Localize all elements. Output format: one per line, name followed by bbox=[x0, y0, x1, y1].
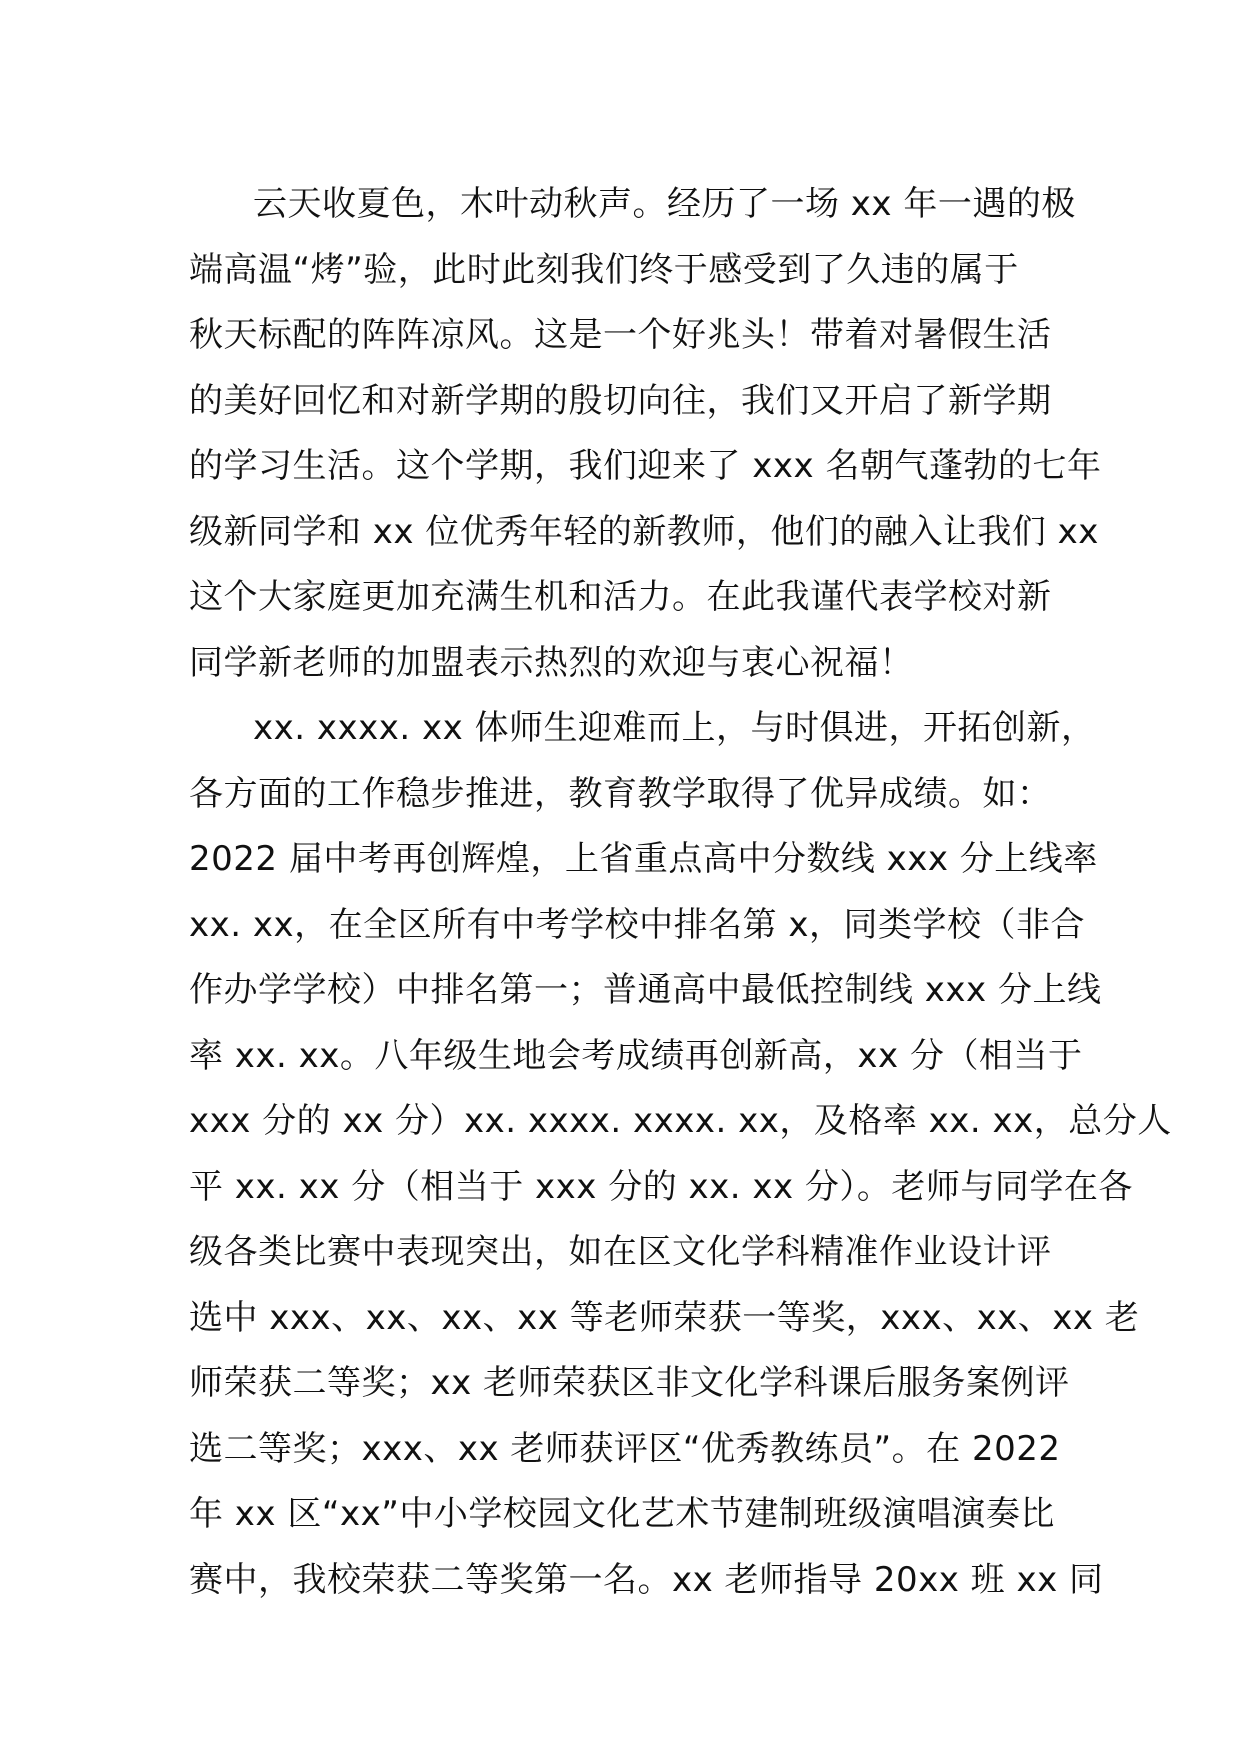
text-line: xx. xxxx. xx 体师生迎难而上，与时俱进，开拓创新， bbox=[253, 708, 1096, 748]
text-line: 各方面的工作稳步推进，教育教学取得了优异成绩。如： bbox=[189, 773, 1052, 814]
text-line: 级各类比赛中表现突出，如在区文化学科精准作业设计评 bbox=[189, 1232, 1052, 1272]
text-line: xx. xx，在全区所有中考学校中排名第 x，同类学校（非合 bbox=[189, 904, 1086, 945]
text-line: 秋天标配的阵阵凉风。这是一个好兆头！带着对暑假生活 bbox=[189, 315, 1052, 355]
text-line: 级新同学和 xx 位优秀年轻的新教师，他们的融入让我们 xx bbox=[189, 511, 1099, 552]
text-line: 选中 xxx、xx、xx、xx 等老师荣获一等奖，xxx、xx、xx 老 bbox=[189, 1297, 1140, 1338]
body-text bbox=[189, 172, 1172, 1613]
text-line: 的美好回忆和对新学期的殷切向往，我们又开启了新学期 bbox=[189, 380, 1052, 421]
text-line: 这个大家庭更加充满生机和活力。在此我谨代表学校对新 bbox=[189, 577, 1052, 617]
text-line: 率 xx. xx。八年级生地会考成绩再创新高，xx 分（相当于 bbox=[189, 1035, 1083, 1076]
text-line: 平 xx. xx 分（相当于 xxx 分的 xx. xx 分）。老师与同学在各 bbox=[189, 1166, 1133, 1207]
text-line: 师荣获二等奖；xx 老师荣获区非文化学科课后服务案例评 bbox=[189, 1363, 1070, 1403]
text-line: 作办学学校）中排名第一；普通高中最低控制线 xxx 分上线 bbox=[189, 970, 1102, 1010]
text-line: 赛中，我校荣获二等奖第一名。xx 老师指导 20xx 班 xx 同 bbox=[189, 1559, 1104, 1600]
text-line: 年 xx 区“xx”中小学校园文化艺术节建制班级演唱演奏比 bbox=[189, 1494, 1055, 1534]
text-line: 同学新老师的加盟表示热烈的欢迎与衷心祝福！ bbox=[189, 642, 914, 683]
paragraph-2 bbox=[189, 696, 1172, 1613]
text-line: 的学习生活。这个学期，我们迎来了 xxx 名朝气蓬勃的七年 bbox=[189, 446, 1102, 486]
text-line: 选二等奖；xxx、xx 老师获评区“优秀教练员”。在 2022 bbox=[189, 1428, 1061, 1469]
text-line: 端高温“烤”验，此时此刻我们终于感受到了久违的属于 bbox=[189, 249, 1019, 290]
text-line: 2022 届中考再创辉煌，上省重点高中分数线 xxx 分上线率 bbox=[189, 839, 1098, 879]
paragraph-1 bbox=[189, 172, 1102, 696]
text-line: xxx 分的 xx 分）xx. xxxx. xxxx. xx，及格率 xx. xx，总分人 bbox=[189, 1101, 1172, 1141]
text-line: 云天收夏色，木叶动秋声。经历了一场 xx 年一遇的极 bbox=[253, 184, 1076, 224]
